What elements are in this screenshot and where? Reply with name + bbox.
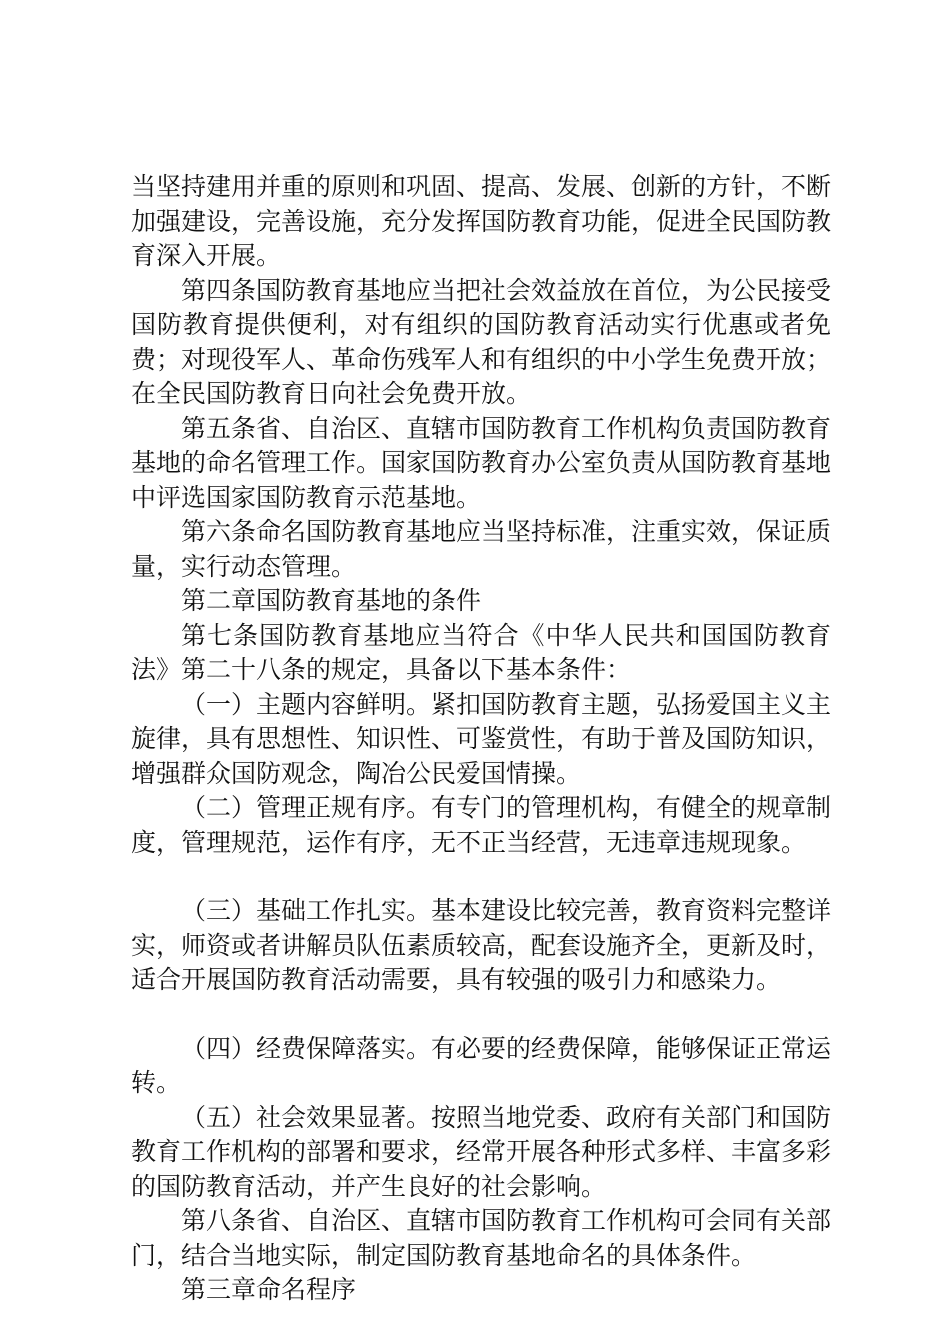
condition-5-paragraph: （五）社会效果显著。按照当地党委、政府有关部门和国防教育工作机构的部署和要求，经常开展各种形式多样、丰富多彩的国防教育活动，并产生良好的社会影响。 <box>131 1102 832 1201</box>
condition-3-paragraph: （三）基础工作扎实。基本建设比较完善，教育资料完整详实，师资或者讲解员队伍素质较高，配套设施齐全，更新及时，适合开展国防教育活动需要，具有较强的吸引力和感染力。 <box>131 896 832 994</box>
condition-1-paragraph: （一）主题内容鲜明。紧扣国防教育主题，弘扬爱国主义主旋律，具有思想性、知识性、可鉴赏性，有助于普及国防知识，增强群众国防观念，陶冶公民爱国情操。 <box>131 689 832 788</box>
paragraph-continuation: 当坚持建用并重的原则和巩固、提高、发展、创新的方针，不断加强建设，完善设施，充分发挥国防教育功能，促进全民国防教育深入开展。 <box>131 172 832 270</box>
chapter-3-heading: 第三章命名程序 <box>181 1275 357 1304</box>
article-6-paragraph: 第六条命名国防教育基地应当坚持标准，注重实效，保证质量，实行动态管理。 <box>131 517 832 581</box>
document-page <box>131 170 831 1308</box>
article-8-paragraph: 第八条省、自治区、直辖市国防教育工作机构可会同有关部门，结合当地实际，制定国防教育基地命名的具体条件。 <box>131 1206 832 1270</box>
condition-2-paragraph: （二）管理正规有序。有专门的管理机构，有健全的规章制度，管理规范，运作有序，无不正当经营，无违章违规现象。 <box>131 793 832 857</box>
condition-4-paragraph: （四）经费保障落实。有必要的经费保障，能够保证正常运转。 <box>131 1033 832 1097</box>
chapter-2-heading: 第二章国防教育基地的条件 <box>181 586 482 615</box>
article-5-paragraph: 第五条省、自治区、直辖市国防教育工作机构负责国防教育基地的命名管理工作。国家国防教育办公室负责从国防教育基地中评选国家国防教育示范基地。 <box>131 413 832 512</box>
article-7-paragraph: 第七条国防教育基地应当符合《中华人民共和国国防教育法》第二十八条的规定，具备以下基本条件： <box>131 620 831 684</box>
article-4-paragraph: 第四条国防教育基地应当把社会效益放在首位，为公民接受国防教育提供便利，对有组织的国防教育活动实行优惠或者免费；对现役军人、革命伤残军人和有组织的中小学生免费开放；在全民国防教育日向社会免费开放。 <box>131 275 832 408</box>
